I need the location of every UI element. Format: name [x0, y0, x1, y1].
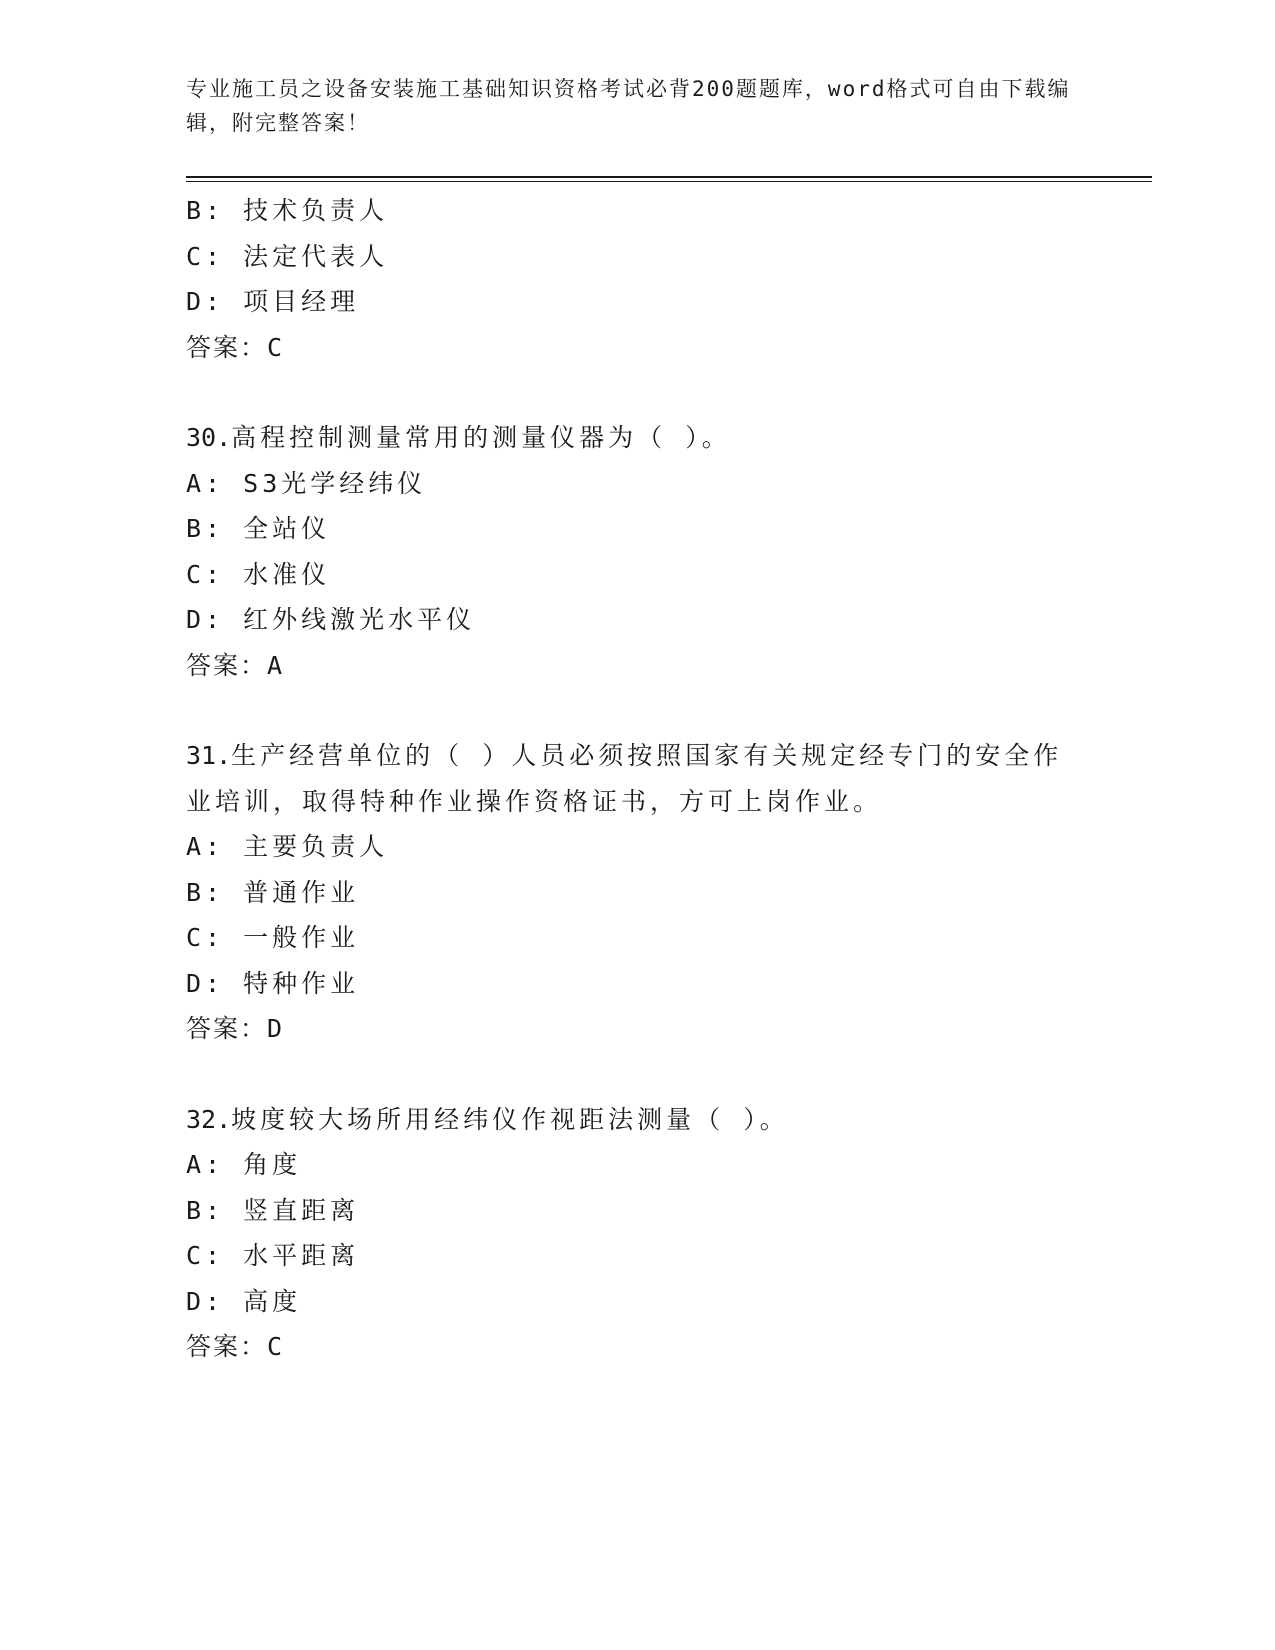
- option-c: [186, 552, 1086, 598]
- question-number: 32.: [186, 1104, 232, 1134]
- option-a: [186, 1142, 1086, 1188]
- option-c: [186, 234, 1086, 280]
- question-list: [186, 188, 1086, 1370]
- question-block-31: [186, 733, 1086, 1052]
- question-number: 31.: [186, 741, 232, 770]
- option-label: D:: [186, 968, 225, 998]
- answer-line: 答案：C: [186, 1332, 285, 1361]
- option-label: C:: [186, 241, 225, 271]
- option-text: 特种作业: [243, 968, 360, 998]
- option-label: A:: [186, 1150, 225, 1179]
- option-a: [186, 461, 1086, 507]
- option-c: [186, 915, 1086, 961]
- option-d: [186, 961, 1086, 1007]
- option-label: A:: [186, 468, 225, 498]
- option-text: 法定代表人: [243, 241, 389, 271]
- option-text: S3光学经纬仪: [243, 468, 427, 498]
- option-text: 主要负责人: [243, 832, 389, 861]
- option-label: B:: [186, 1195, 225, 1225]
- spacer: [186, 370, 1086, 415]
- option-b: [186, 1188, 1086, 1234]
- option-a: [186, 824, 1086, 870]
- header-rule-thin: [186, 181, 1152, 182]
- question-text: 坡度较大场所用经纬仪作视距法测量（ ）。: [231, 1104, 789, 1134]
- question-stem: [186, 415, 1086, 461]
- option-text: 红外线激光水平仪: [243, 605, 476, 634]
- answer-line: 答案：C: [186, 332, 285, 362]
- option-text: 水平距离: [243, 1241, 360, 1270]
- question-stem: [186, 733, 1066, 824]
- option-text: 项目经理: [243, 287, 360, 316]
- option-label: B:: [186, 514, 225, 543]
- question-stem: [186, 1097, 1086, 1143]
- question-text: 生产经营单位的（ ）人员必须按照国家有关规定经专门的安全作业培训，取得特种作业操作资格证书，方可上岗作业。: [186, 741, 1063, 816]
- option-text: 高度: [243, 1286, 302, 1316]
- spacer: [186, 688, 1086, 733]
- option-c: [186, 1233, 1086, 1279]
- option-d: [186, 597, 1086, 643]
- option-label: B:: [186, 196, 225, 225]
- option-label: D:: [186, 1286, 225, 1316]
- document-header: 专业施工员之设备安装施工基础知识资格考试必背200题题库，word格式可自由下载编辑，附完整答案！: [186, 77, 1071, 135]
- option-label: C:: [186, 1241, 225, 1270]
- question-block-32: [186, 1097, 1086, 1370]
- spacer: [186, 1052, 1086, 1097]
- option-b: [186, 870, 1086, 916]
- option-d: [186, 279, 1086, 325]
- option-text: 一般作业: [243, 923, 360, 952]
- option-b: [186, 188, 1086, 234]
- answer-line: 答案：D: [186, 1014, 285, 1043]
- option-label: D:: [186, 605, 225, 634]
- option-text: 角度: [243, 1150, 302, 1179]
- option-text: 普通作业: [243, 877, 360, 907]
- option-text: 全站仪: [243, 514, 331, 543]
- option-text: 水准仪: [243, 559, 331, 589]
- question-number: 30.: [186, 423, 232, 452]
- option-label: D:: [186, 287, 225, 316]
- option-label: A:: [186, 832, 225, 861]
- question-block-30: [186, 415, 1086, 688]
- option-label: B:: [186, 877, 225, 907]
- option-text: 竖直距离: [243, 1195, 360, 1225]
- answer-line: 答案：A: [186, 650, 285, 680]
- option-label: C:: [186, 559, 225, 589]
- option-d: [186, 1279, 1086, 1325]
- option-text: 技术负责人: [243, 196, 389, 225]
- option-b: [186, 506, 1086, 552]
- question-text: 高程控制测量常用的测量仪器为（ ）。: [231, 423, 731, 452]
- header-rule-thick: [186, 176, 1152, 178]
- option-label: C:: [186, 923, 225, 952]
- question-block-prev: [186, 188, 1086, 370]
